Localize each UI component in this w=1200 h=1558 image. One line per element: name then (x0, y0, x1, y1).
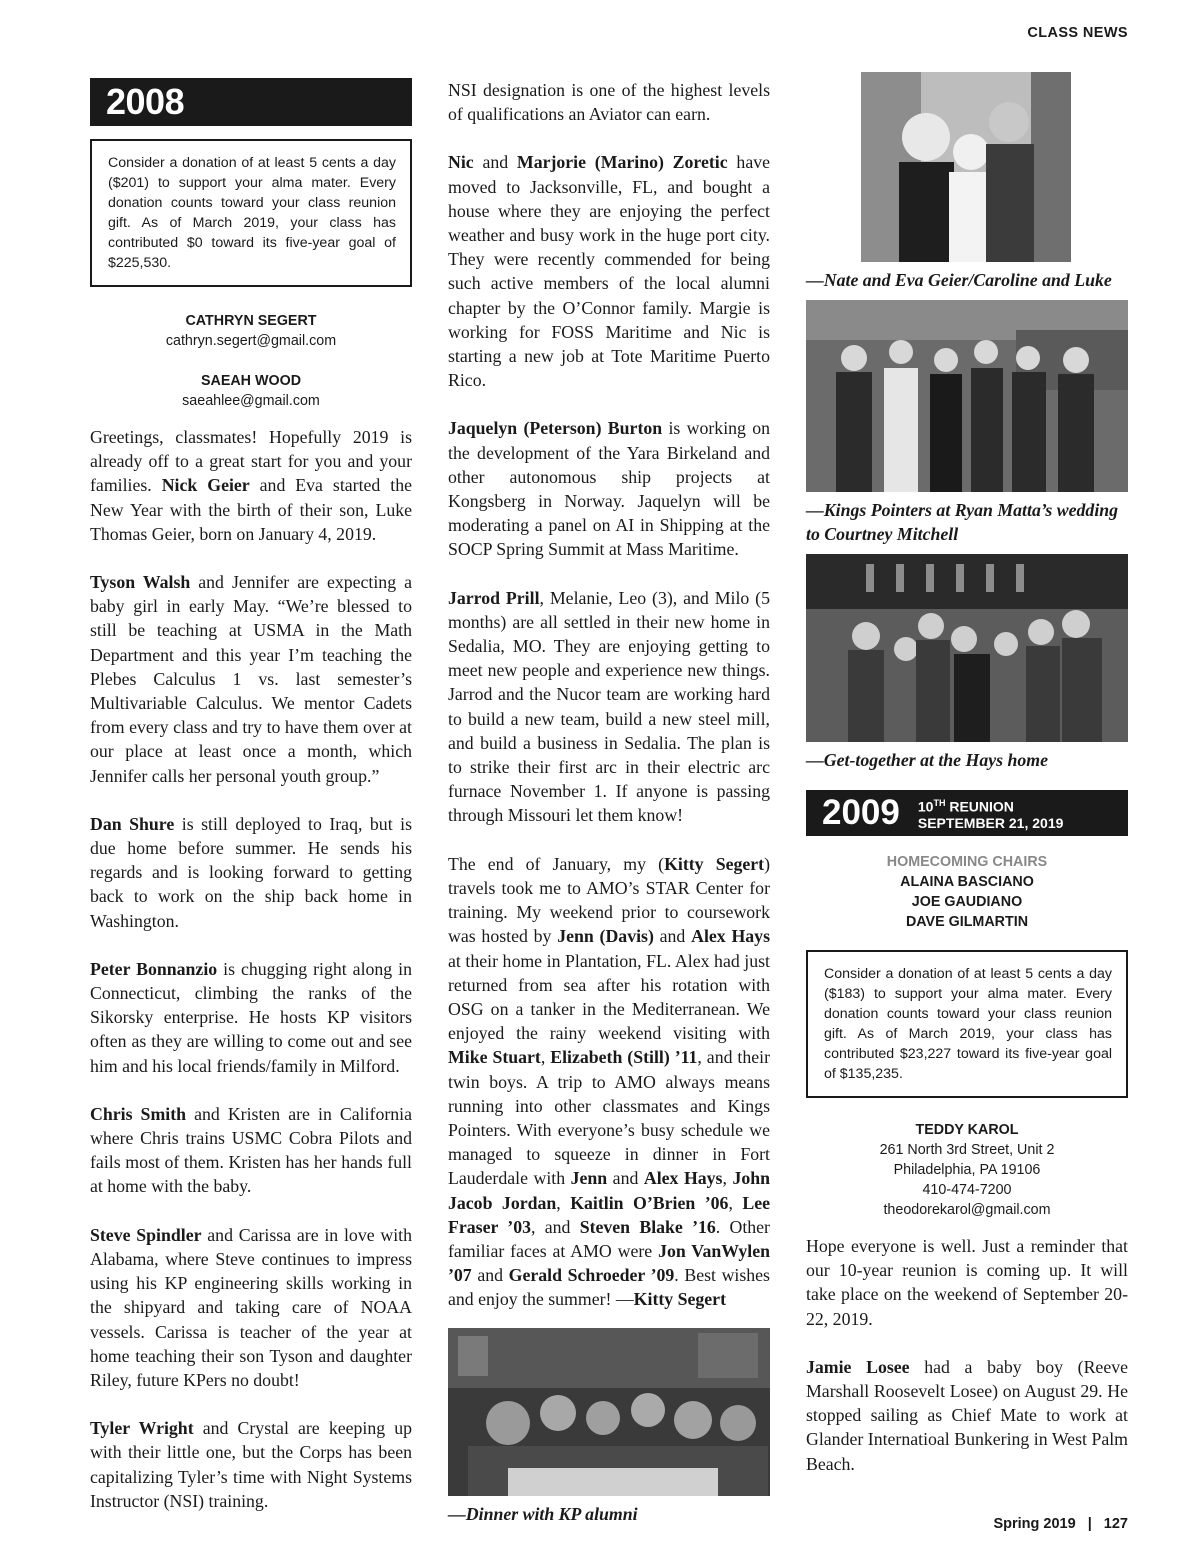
reunion-date: SEPTEMBER 21, 2019 (917, 814, 1064, 831)
photo-geier-image (861, 72, 1071, 262)
contact-name: CATHRYN SEGERT (185, 313, 317, 329)
homecoming-chairs (806, 852, 1128, 932)
news-paragraph: Nic and Marjorie (Marino) Zoretic have moved to Jacksonville, FL, and bought a house where they are enjoying the perfect weather and busy work in the huge port city. They were recently commended for being such active members of the local alumni chapter by the O’Connor family. Margie is working for FOSS Maritime and Nic is starting a new job at Tote Maritime Puerto Rico. (448, 152, 770, 391)
class-contact (806, 1120, 1128, 1220)
reunion-info (918, 795, 1064, 831)
photo-hays-image (806, 554, 1128, 742)
photo-caption: —Dinner with KP alumni (448, 1503, 638, 1524)
news-paragraph: Tyson Walsh and Jennifer are expecting a baby girl in early May. “We’re blessed to still be teaching at USMA in the Math Department and this year I’m teaching the Plebes Calculus 1 vs. last semester’s Multivariable Calculus. We mentor Cadets from every class and try to have them over at our place at least once a month, which Jennifer calls her personal youth group.” (90, 572, 412, 786)
contact-name: SAEAH WOOD (200, 373, 302, 389)
news-paragraph: Jaquelyn (Peterson) Burton is working on the development of the Yara Birkeland and other autonomous ship projects at Kongsberg in Norway. Jaquelyn will be moderating a panel on AI in Shipping at the SOCP Spring Summit at Mass Maritime. (448, 418, 771, 560)
year-label: 2009 (822, 793, 900, 832)
photo-dinner-image (448, 1328, 770, 1496)
photo-wedding (806, 300, 1128, 492)
news-paragraph: Dan Shure is still deployed to Iraq, but is due home before summer. He sends his regards and is looking forward to getting back to work on the ship back home in Washington. (90, 813, 412, 931)
photo-caption: —Nate and Eva Geier/Caroline and Luke (806, 270, 1112, 290)
chair-name: JOE GAUDIANO (911, 894, 1023, 910)
column-1 (90, 78, 412, 1537)
class-contact (90, 311, 412, 351)
chair-name: DAVE GILMARTIN (905, 914, 1029, 930)
contact-email[interactable]: saeahlee@gmail.com (182, 393, 320, 409)
page-number: 127 (1103, 1516, 1128, 1532)
chair-name: ALAINA BASCIANO (900, 874, 1034, 890)
news-paragraph: Hope everyone is well. Just a reminder that our 10-year reunion is coming up. It will take place on the weekend of September 20-22, 2019. (806, 1236, 1128, 1329)
photo-dinner (448, 1328, 770, 1496)
news-paragraph: NSI designation is one of the highest levels of qualifications an Aviator can earn. (448, 80, 770, 125)
news-paragraph: The end of January, my (Kitty Segert) travels took me to AMO’s STAR Center for training. My weekend prior to coursework was hosted by Jenn (Davis) and Alex Hays at their home in Plantation, FL. Alex had just returned from sea after his rotation with OSG on a tanker in the Mediterranean. We enjoyed the rainy weekend visiting with Mike Stuart, Elizabeth (Still) ’11, and their twin boys. A trip to AMO always means running into other classmates and Kings Pointers. With everyone’s busy schedule we managed to squeeze in dinner in Fort Lauderdale with Jenn and Alex Hays, John Jacob Jordan, Kaitlin O’Brien ’06, Lee Fraser ’03, and Steven Blake ’16. Other familiar faces at AMO were Jon VanWylen ’07 and Gerald Schroeder ’09. Best wishes and enjoy the summer! —Kitty Segert (448, 853, 771, 1310)
news-paragraph: Jamie Losee had a baby boy (Reeve Marshall Roosevelt Losee) on August 29. He stopped sailing as Chief Mate to work at Glander Internatioal Bunkering in West Palm Beach. (806, 1356, 1128, 1474)
contact-phone[interactable]: 410-474-7200 (922, 1182, 1012, 1198)
news-paragraph: Steve Spindler and Carissa are in love with Alabama, where Steve continues to impress using his KP engineering skills working in the shipyard and taking care of NOAA vessels. Carissa is teacher of the year at home teaching their son Tyson and daughter Riley, future KPers no doubt! (90, 1224, 413, 1390)
year-banner-2009 (806, 790, 1128, 836)
contact-address: Philadelphia, PA 19106 (893, 1162, 1041, 1178)
photo-wedding-image (806, 300, 1128, 492)
photo-caption: —Kings Pointers at Ryan Matta’s wedding to Courtney Mitchell (806, 500, 1119, 544)
reunion-label: 10TH REUNION (917, 798, 1014, 815)
news-paragraph: Jarrod Prill, Melanie, Leo (3), and Milo (5 months) are all settled in their new home in Sedalia, MO. They are enjoying getting to meet new people and experience new things. Jarrod and the Nucor team are working hard to build a new team, build a new steel mill, and build a business in Sedalia. The plan is to strike their first arc in their electric arc furnace November 1. If anyone is passing through Missouri let them know! (448, 587, 770, 826)
class-contact (90, 371, 412, 411)
contact-name: TEDDY KAROL (915, 1122, 1019, 1138)
contact-address: 261 North 3rd Street, Unit 2 (879, 1142, 1055, 1158)
issue-label: Spring 2019 (993, 1516, 1076, 1532)
news-paragraph: Peter Bonnanzio is chugging right along in Connecticut, climbing the ranks of the Sikorsky enterprise. He hosts KP visitors often as they are willing to come out and see him and his local friends/family in Milford. (90, 958, 412, 1076)
news-paragraph: Greetings, classmates! Hopefully 2019 is already off to a great start for you and your families. Nick Geier and Eva started the New Year with the birth of their son, Luke Thomas Geier, born on January 4, 2019. (90, 427, 412, 544)
news-paragraph: Chris Smith and Kristen are in California where Chris trains USMC Cobra Pilots and fails most of them. Kristen has her hands full at home with the baby. (90, 1103, 412, 1197)
year-label: 2008 (106, 81, 185, 122)
column-3 (806, 72, 1128, 1500)
photo-hays (806, 554, 1128, 742)
chairs-heading: HOMECOMING CHAIRS (886, 854, 1048, 870)
news-paragraph: Tyler Wright and Crystal are keeping up with their little one, but the Corps has been capitalizing Tyler’s time with Night Systems Instructor (NSI) training. (90, 1418, 412, 1511)
footer-separator: | (1087, 1516, 1092, 1532)
contact-email[interactable]: cathryn.segert@gmail.com (165, 333, 337, 349)
section-header: CLASS NEWS (1027, 25, 1128, 41)
year-banner-2008 (90, 78, 412, 126)
column-2 (448, 78, 770, 1526)
photo-geier (861, 72, 1071, 262)
page-footer (993, 1516, 1128, 1532)
donation-box-2009: Consider a donation of at least 5 cents a day ($183) to support your alma mater. Every donation counts toward your class reunion gift. As of March 2019, your class has contributed $23,227 toward its five-year goal of $135,235. (806, 950, 1128, 1098)
donation-box-2008: Consider a donation of at least 5 cents a day ($201) to support your alma mater. Every donation counts toward your class reunion gift. As of March 2019, your class has contributed $0 toward its five-year goal of $225,530. (90, 139, 412, 287)
photo-caption: —Get-together at the Hays home (806, 750, 1049, 770)
contact-email[interactable]: theodorekarol@gmail.com (883, 1202, 1051, 1218)
